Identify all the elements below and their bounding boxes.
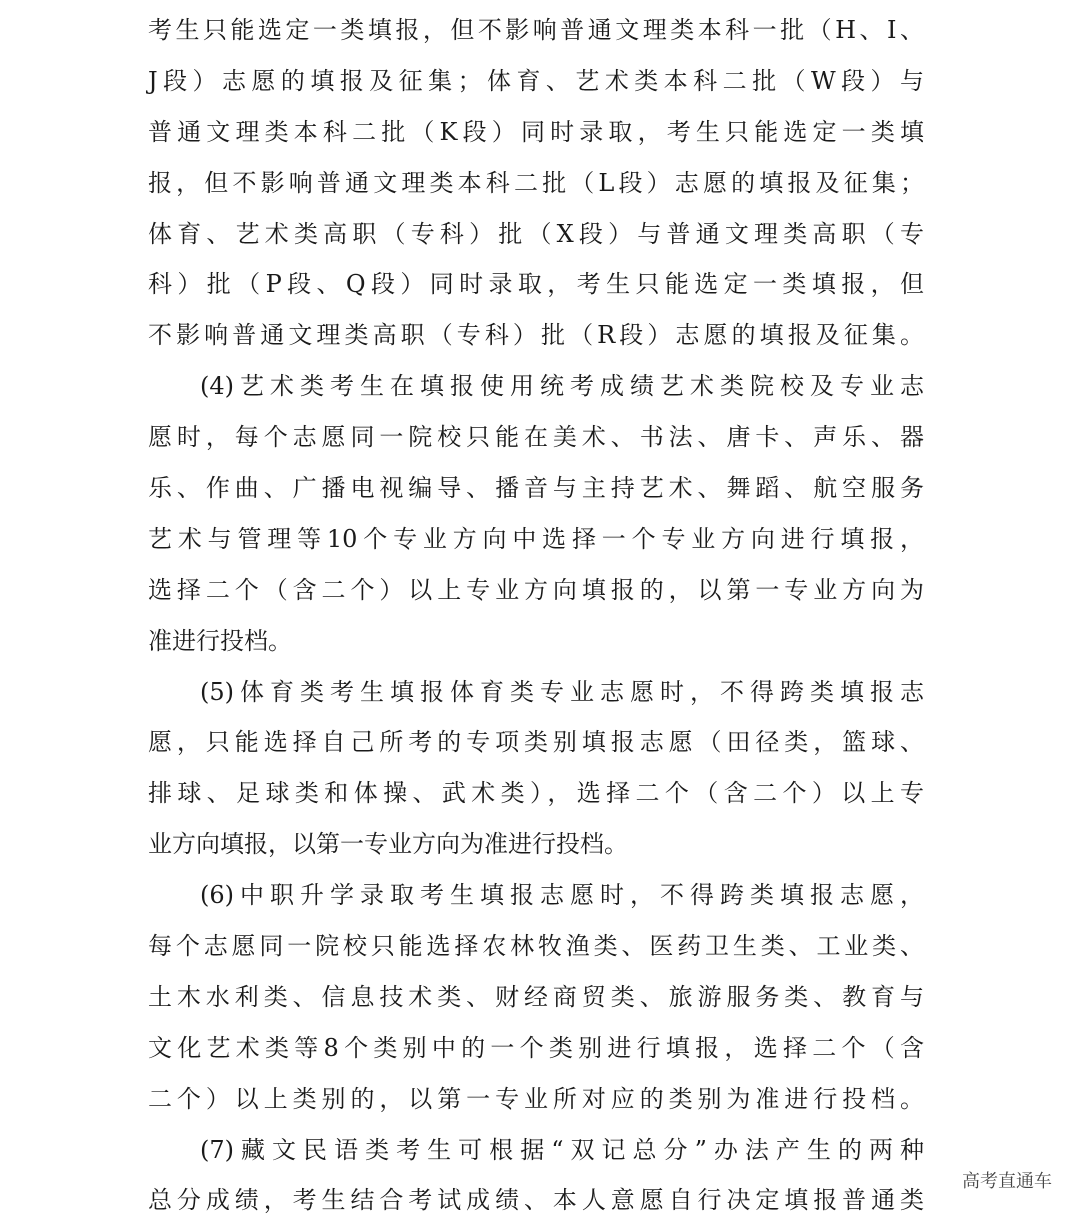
text-line: 每个志愿同一院校只能选择农林牧渔类、医药卫生类、工业类、 [148,932,924,961]
text-line: (4)艺术类考生在填报使用统考成绩艺术类院校及专业志 [200,372,924,401]
document-body [148,5,924,1226]
text-line: 报，但不影响普通文理类本科二批（L段）志愿的填报及征集； [148,168,924,197]
text-line: (5)体育类考生填报体育类专业志愿时，不得跨类填报志 [200,677,924,706]
text-line: (7)藏文民语类考生可根据“双记总分”办法产生的两种 [200,1135,924,1164]
text-line: 不影响普通文理类高职（专科）批（R段）志愿的填报及征集。 [148,321,924,350]
text-line: J段）志愿的填报及征集；体育、艺术类本科二批（W段）与 [148,66,924,95]
text-line: 愿，只能选择自己所考的专项类别填报志愿（田径类，篮球、 [148,728,924,757]
text-line: 土木水利类、信息技术类、财经商贸类、旅游服务类、教育与 [148,982,924,1011]
text-line: 普通文理类本科二批（K段）同时录取，考生只能选定一类填 [148,117,924,146]
text-line: 选择二个（含二个）以上专业方向填报的，以第一专业方向为 [148,575,924,604]
text-line: 乐、作曲、广播电视编导、播音与主持艺术、舞蹈、航空服务 [148,474,924,503]
text-line: 考生只能选定一类填报，但不影响普通文理类本科一批（H、I、 [148,16,924,44]
text-line: 愿时，每个志愿同一院校只能在美术、书法、唐卡、声乐、器 [148,423,924,452]
watermark: 高考直通车 [962,1171,1052,1192]
text-line: 排球、足球类和体操、武术类），选择二个（含二个）以上专 [148,779,924,808]
text-line: 科）批（P段、Q段）同时录取，考生只能选定一类填报，但 [148,270,924,299]
text-line: 准进行投档。 [148,626,292,655]
text-line: 艺术与管理等10个专业方向中选择一个专业方向进行填报， [148,524,924,553]
text-line: 二个）以上类别的，以第一专业所对应的类别为准进行投档。 [148,1084,924,1113]
text-line: 体育、艺术类高职（专科）批（X段）与普通文理类高职（专 [148,219,924,248]
text-line: 文化艺术类等8个类别中的一个类别进行填报，选择二个（含 [148,1033,924,1062]
text-line: 业方向填报，以第一专业方向为准进行投档。 [148,830,628,859]
text-line: (6)中职升学录取考生填报志愿时，不得跨类填报志愿， [200,881,924,910]
text-line: 总分成绩，考生结合考试成绩、本人意愿自行决定填报普通类 [148,1186,924,1215]
